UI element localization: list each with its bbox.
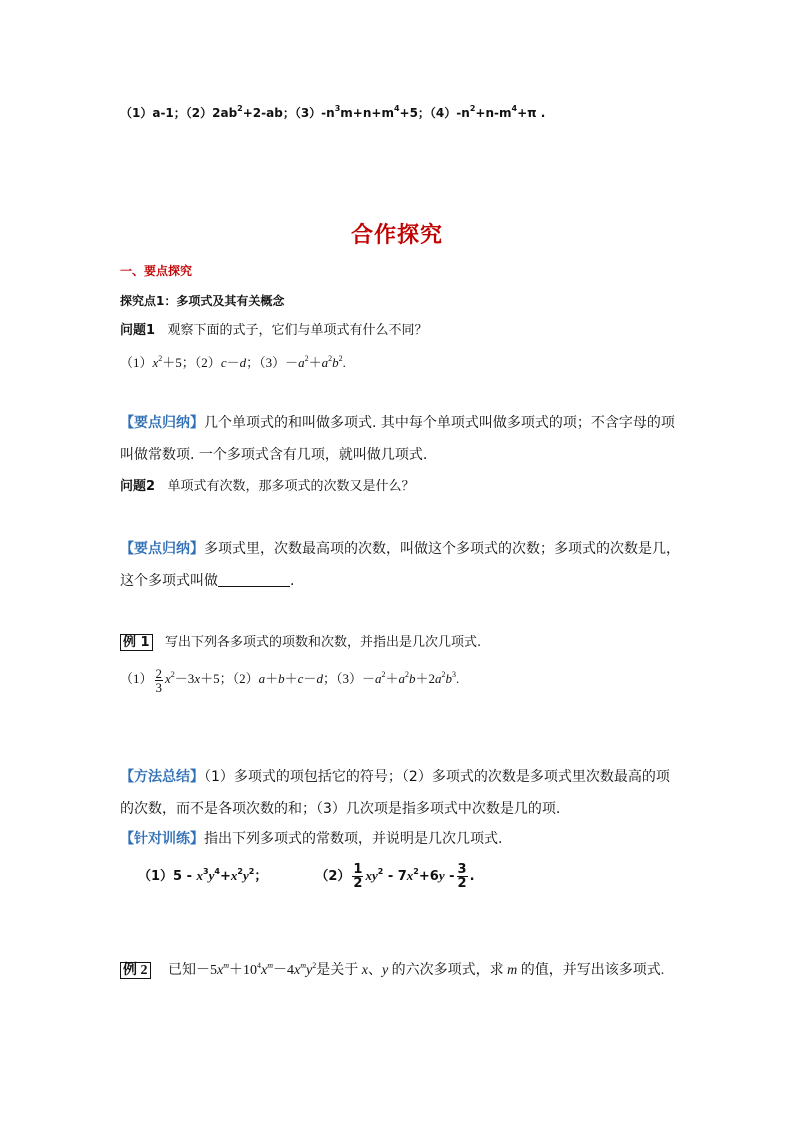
- pr-f2-num: 3: [457, 862, 467, 877]
- ex2-sup-2: 2: [312, 961, 317, 970]
- summary-2-text-2a: 这个多项式叫做: [120, 573, 218, 589]
- summary-1-line-1: [120, 414, 675, 432]
- ex2-var-m: m: [507, 963, 518, 978]
- ex1-plus-3: ＋: [385, 671, 399, 686]
- pr-semi: ；: [254, 869, 268, 884]
- summary-1-tag: 【要点归纳】: [120, 415, 204, 431]
- pr-var-y3: y: [438, 868, 445, 883]
- ex1-plus-1: ＋: [265, 671, 279, 686]
- summary-2-text-2b: .: [290, 573, 295, 589]
- summary-2-line-1: [120, 540, 680, 558]
- summary-1-text-1: 几个单项式的和叫做多项式. 其中每个单项式叫做多项式的项；不含字母的项: [204, 415, 675, 431]
- pr-fraction-2: [457, 863, 468, 890]
- intro-part-5: +n-m: [475, 106, 512, 120]
- q1-var-a2: a: [321, 355, 329, 370]
- pr-p2: （2）: [315, 869, 351, 884]
- ex1-var-c: c: [297, 671, 304, 686]
- ex1-var-b2: b: [408, 671, 416, 686]
- ex1-var-a2: a: [398, 671, 405, 686]
- example-1-items: [120, 664, 459, 694]
- question-2-label: 问题2: [120, 479, 156, 494]
- pr-var-xy: xy: [365, 868, 378, 883]
- pr-r2: +6: [418, 869, 439, 884]
- q1-item-a-rest: ＋5；（2）: [162, 355, 221, 370]
- ex2-var-x3: x: [294, 963, 301, 978]
- intro-part-4: +5；（4）-n: [399, 106, 470, 120]
- ex2-mid1: ＋10: [229, 963, 257, 978]
- pr-sup-6: 2: [413, 867, 419, 876]
- pr-var-y2: y: [242, 868, 249, 883]
- ex2-var-y: y: [306, 963, 313, 978]
- ex1-var-d: d: [316, 671, 323, 686]
- ex2-pre: 已知－5: [168, 963, 217, 978]
- intro-part-2: +2-ab；（3）-n: [242, 106, 335, 120]
- ex2-mid2: －4: [273, 963, 294, 978]
- ex1-sep: ；（3）－: [322, 671, 375, 686]
- subheading: 一、要点探究: [120, 264, 193, 278]
- example-1-text: 写出下列各多项式的项数和次数，并指出是几次几项式.: [164, 635, 482, 650]
- ex1-sup-s3: 2: [441, 670, 446, 679]
- pr-sup-4: 2: [248, 867, 255, 876]
- pr-f2-den: 2: [457, 876, 467, 891]
- ex2-var-xv: x: [361, 963, 368, 978]
- ex2-var-x1: x: [217, 963, 224, 978]
- intro-part-6: +π .: [517, 106, 546, 120]
- ex1-r1: －3: [174, 671, 195, 686]
- method-tag: 【方法总结】: [120, 769, 204, 785]
- pr-var-x2: x: [230, 868, 238, 883]
- intro-sup-1: 2: [237, 104, 243, 113]
- ex1-var-x2: x: [194, 671, 201, 686]
- ex1-sup-s4: 3: [451, 670, 456, 679]
- ex2-var-yv: y: [381, 963, 389, 978]
- ex1-frac-den: 3: [155, 679, 163, 695]
- ex1-sup-s2: 2: [404, 670, 409, 679]
- q1-var-c: c: [220, 355, 227, 370]
- ex2-sup-4: 4: [257, 961, 261, 970]
- summary-2-line-2: [120, 572, 294, 590]
- ex1-plus-2: ＋: [284, 671, 298, 686]
- practice-heading: [120, 830, 502, 848]
- ex2-sup-m3: m: [300, 961, 306, 970]
- intro-part-1: （1）a-1；（2）2ab: [120, 106, 238, 120]
- pr-sup-1: 3: [203, 867, 209, 876]
- ex1-var-a1: a: [374, 671, 382, 686]
- ex1-r2: ＋5；（2）: [200, 671, 259, 686]
- ex1-sup-s1: 2: [381, 670, 386, 679]
- pr-end: .: [469, 869, 475, 884]
- pr-fraction-1: [352, 863, 363, 890]
- ex2-sup-m1: m: [223, 961, 229, 970]
- q1-plus: ＋: [308, 355, 322, 370]
- pr-sup-3: 2: [237, 867, 243, 876]
- question-1-label: 问题1: [120, 323, 156, 338]
- method-line-2: 的次数，而不是各项次数的和；（3）几次项是指多项式中次数是几的项.: [120, 801, 561, 817]
- example-2-label: 例 2: [120, 962, 151, 979]
- q1-var-d: d: [239, 355, 247, 370]
- method-text-1: （1）多项式的项包括它的符号；（2）多项式的次数是多项式里次数最高的项: [204, 769, 670, 785]
- ex2-mid4: 的六次多项式，求: [391, 963, 504, 978]
- q1-sup-c1: 2: [304, 354, 309, 363]
- q1-sep: ；（3）－: [246, 355, 299, 370]
- ex1-var-b: b: [278, 671, 285, 686]
- question-1-items: [120, 354, 346, 372]
- question-2-text: 单项式有次数，那多项式的次数又是什么？: [167, 479, 415, 494]
- intro-sup-4: 2: [469, 104, 476, 113]
- point-heading: 探究点1：多项式及其有关概念: [120, 294, 285, 308]
- q1-item-a-prefix: （1）: [120, 355, 153, 370]
- ex1-prefix: （1）: [120, 671, 153, 686]
- ex1-end: .: [455, 671, 460, 686]
- ex2-comma: 、: [367, 963, 382, 978]
- q1-var-a1: a: [298, 355, 305, 370]
- summary-2-tag: 【要点归纳】: [120, 541, 204, 557]
- ex1-var-x1: x: [165, 671, 171, 686]
- example-1: [120, 634, 481, 652]
- q1-sup-c2: 2: [328, 354, 333, 363]
- pr-f1-den: 2: [353, 876, 363, 891]
- ex1-var-b3: b: [445, 671, 452, 686]
- practice-tag: 【针对训练】: [120, 831, 204, 847]
- example-1-label: 例 1: [120, 634, 153, 651]
- intro-part-3: m+n+m: [340, 106, 394, 120]
- question-1: [120, 322, 427, 340]
- q1-minus: －: [226, 355, 240, 370]
- ex1-plus-4: ＋2: [415, 671, 435, 686]
- ex2-post: 的值，并写出该多项式.: [520, 963, 665, 978]
- example-2: [120, 962, 664, 980]
- pr-var-x3: x: [406, 868, 414, 883]
- ex1-fraction: [155, 667, 164, 694]
- q1-sup-c3: 2: [338, 354, 343, 363]
- pr-r3: -: [449, 869, 455, 884]
- q1-var-b: b: [332, 355, 339, 370]
- method-line-1: [120, 768, 670, 786]
- pr-sup-5: 2: [377, 867, 384, 876]
- intro-sup-5: 4: [511, 104, 518, 113]
- pr-r1: - 7: [387, 869, 407, 884]
- intro-sup-2: 3: [334, 104, 341, 113]
- question-2: [120, 478, 414, 496]
- section-title: 合作探究: [350, 223, 443, 248]
- summary-1-line-2: 叫做常数项. 一个多项式含有几项，就叫做几项式.: [120, 447, 428, 463]
- ex1-var-a3: a: [434, 671, 442, 686]
- summary-2-text-1: 多项式里，次数最高项的次数，叫做这个多项式的次数；多项式的次数是几，: [204, 541, 680, 557]
- q1-sup-a: 2: [158, 354, 163, 363]
- pr-p1: （1）5 -: [138, 869, 193, 884]
- intro-sup-3: 4: [393, 104, 400, 113]
- pr-var-x1: x: [196, 868, 204, 883]
- question-1-text: 观察下面的式子，它们与单项式有什么不同？: [167, 323, 428, 338]
- ex1-sup-1: 2: [170, 670, 175, 679]
- practice-items: [138, 860, 475, 893]
- intro-polynomial-list: [120, 104, 545, 122]
- q1-end: .: [342, 355, 346, 370]
- ex2-mid3: 是关于: [316, 963, 359, 978]
- pr-var-y1: y: [208, 868, 215, 883]
- ex1-var-a: a: [258, 671, 266, 686]
- ex1-minus: －: [303, 671, 317, 686]
- pr-plus: +: [219, 869, 231, 884]
- pr-f1-num: 1: [353, 862, 363, 877]
- ex2-var-x2: x: [261, 963, 268, 978]
- pr-sup-2: 4: [214, 867, 220, 876]
- q1-var-x: x: [152, 355, 159, 370]
- ex2-sup-m2: m: [267, 961, 273, 970]
- ex1-frac-num: 2: [155, 665, 163, 681]
- fill-in-blank[interactable]: [218, 574, 290, 587]
- practice-text: 指出下列多项式的常数项，并说明是几次几项式.: [204, 831, 503, 847]
